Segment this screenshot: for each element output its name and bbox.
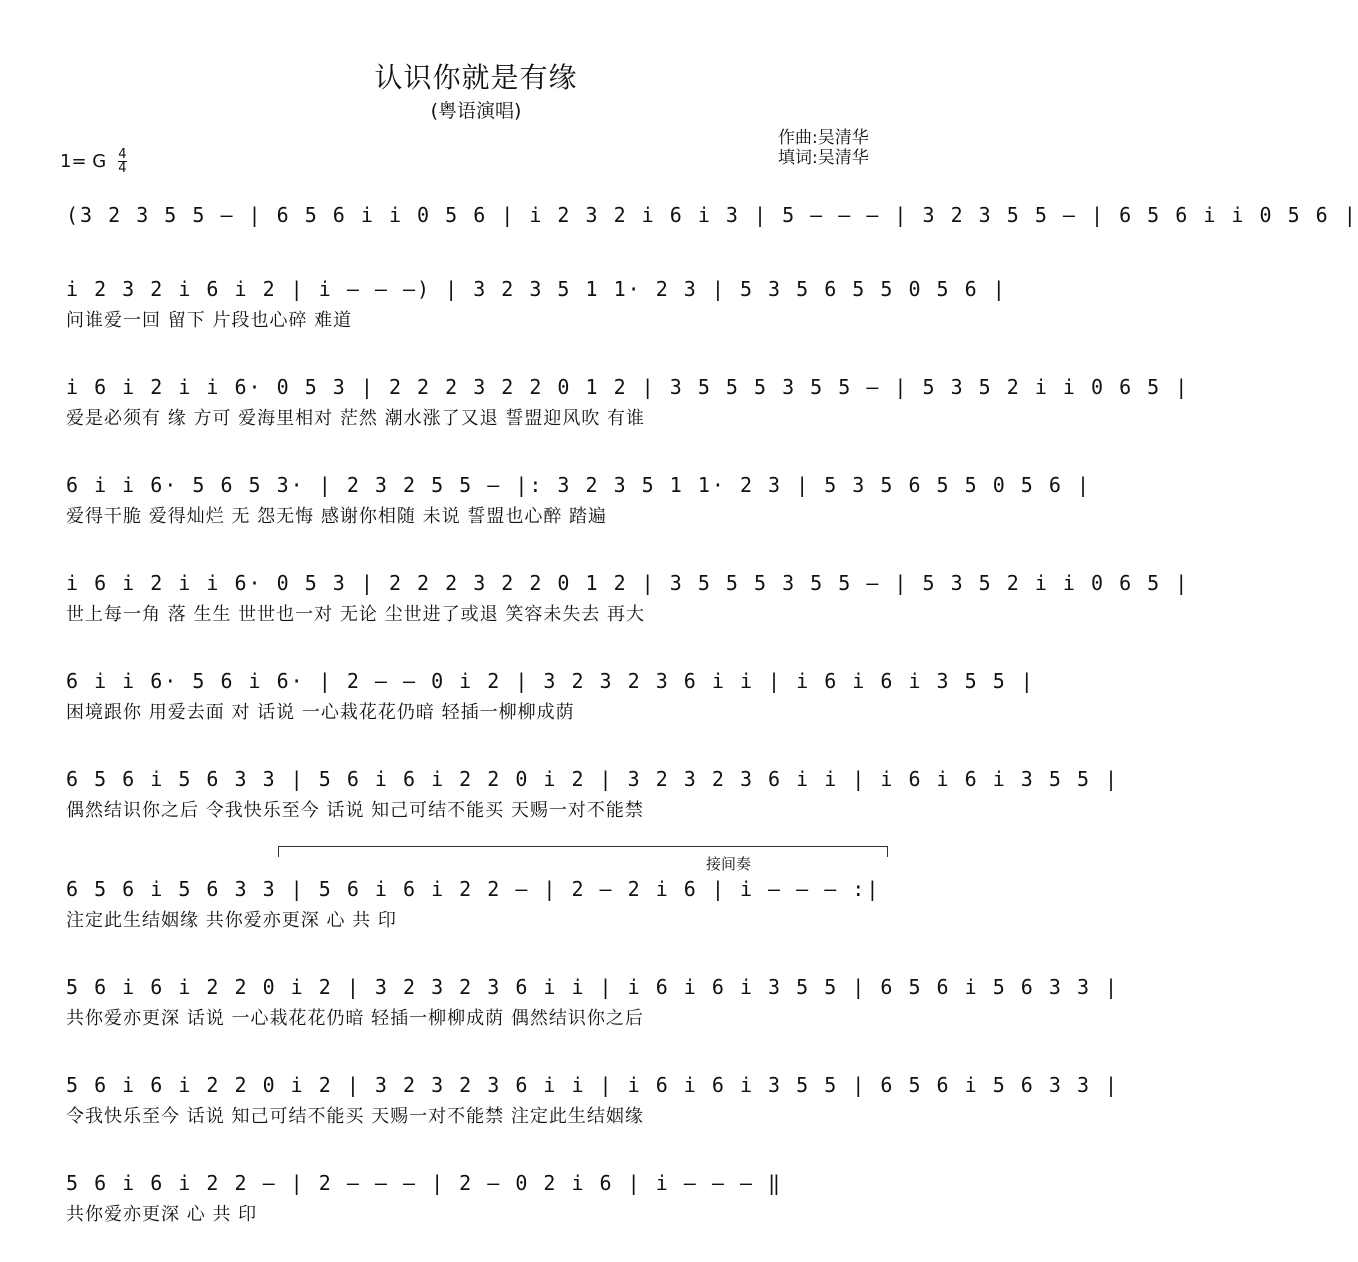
lyrics-line: 问谁爱一回 留下 片段也心碎 难道 (66, 310, 353, 331)
lyrics-line: 共你爱亦更深 心 共 印 (66, 1204, 258, 1225)
notation-line: i 6 i 2 i i 6· 0 5 3 | 2 2 2 3 2 2 0 1 2 | 3 5 5 5 3 5 5 – | 5 3 5 2 i i 0 6 5 | (66, 571, 1190, 595)
key-signature (60, 148, 127, 175)
lyrics-line: 爱是必须有 缘 方可 爱海里相对 茫然 潮水涨了又退 誓盟迎风吹 有谁 (66, 408, 646, 429)
notation-line: i 2 3 2 i 6 i 2 | i – – –) | 3 2 3 5 1 1· 2 3 | 5 3 5 6 5 5 0 5 6 | (66, 277, 1007, 301)
interlude-bracket (278, 846, 888, 857)
notation-line: 6 5 6 i 5 6 3 3 | 5 6 i 6 i 2 2 0 i 2 | 3 2 3 2 3 6 i i | i 6 i 6 i 3 5 5 | (66, 767, 1120, 791)
lyricist-credit: 填词:吴清华 (778, 148, 869, 168)
credits (778, 128, 869, 168)
song-title: 认识你就是有缘 (374, 61, 578, 94)
song-subtitle: (粤语演唱) (430, 100, 522, 122)
lyrics-line (66, 234, 896, 260)
key-label: 1= G (60, 151, 107, 172)
notation-line: 6 i i 6· 5 6 i 6· | 2 – – 0 i 2 | 3 2 3 2 3 6 i i | i 6 i 6 i 3 5 5 | (66, 669, 1035, 693)
notation-line: (3 2 3 5 5 – | 6 5 6 i i 0 5 6 | i 2 3 2 i 6 i 3 | 5 – – – | 3 2 3 5 5 – | 6 5 6 i i 0 5 6 | (66, 203, 1358, 227)
lyrics-line: 共你爱亦更深 话说 一心栽花花仍暗 轻插一柳柳成荫 偶然结识你之后 (66, 1008, 644, 1029)
notation-line: 5 6 i 6 i 2 2 – | 2 – – – | 2 – 0 2 i 6 | i – – – ‖ (66, 1171, 783, 1195)
notation-line: 5 6 i 6 i 2 2 0 i 2 | 3 2 3 2 3 6 i i | i 6 i 6 i 3 5 5 | 6 5 6 i 5 6 3 3 | (66, 975, 1120, 999)
time-numerator: 4 (118, 147, 127, 162)
lyrics-line: 世上每一角 落 生生 世世也一对 无论 尘世进了或退 笑容未失去 再大 (66, 604, 646, 625)
lyrics-line: 注定此生结姻缘 共你爱亦更深 心 共 印 (66, 910, 397, 931)
lyrics-line: 爱得干脆 爱得灿烂 无 怨无悔 感谢你相随 未说 誓盟也心醉 踏遍 (66, 506, 608, 527)
time-denominator: 4 (118, 161, 127, 176)
interlude-cue: 接间奏 (706, 855, 752, 873)
lyrics-line: 令我快乐至今 话说 知己可结不能买 天赐一对不能禁 注定此生结姻缘 (66, 1106, 644, 1127)
notation-line: 5 6 i 6 i 2 2 0 i 2 | 3 2 3 2 3 6 i i | i 6 i 6 i 3 5 5 | 6 5 6 i 5 6 3 3 | (66, 1073, 1120, 1097)
lyrics-line: 困境跟你 用爱去面 对 话说 一心栽花花仍暗 轻插一柳柳成荫 (66, 702, 575, 723)
time-signature (118, 148, 126, 175)
notation-line: 6 i i 6· 5 6 5 3· | 2 3 2 5 5 – |: 3 2 3 5 1 1· 2 3 | 5 3 5 6 5 5 0 5 6 | (66, 473, 1091, 497)
notation-line: 6 5 6 i 5 6 3 3 | 5 6 i 6 i 2 2 – | 2 – 2 i 6 | i – – – :| (66, 877, 881, 901)
composer-credit: 作曲:吴清华 (778, 128, 869, 148)
notation-line: i 6 i 2 i i 6· 0 5 3 | 2 2 2 3 2 2 0 1 2 | 3 5 5 5 3 5 5 – | 5 3 5 2 i i 0 6 5 | (66, 375, 1190, 399)
lyrics-line: 偶然结识你之后 令我快乐至今 话说 知己可结不能买 天赐一对不能禁 (66, 800, 644, 821)
